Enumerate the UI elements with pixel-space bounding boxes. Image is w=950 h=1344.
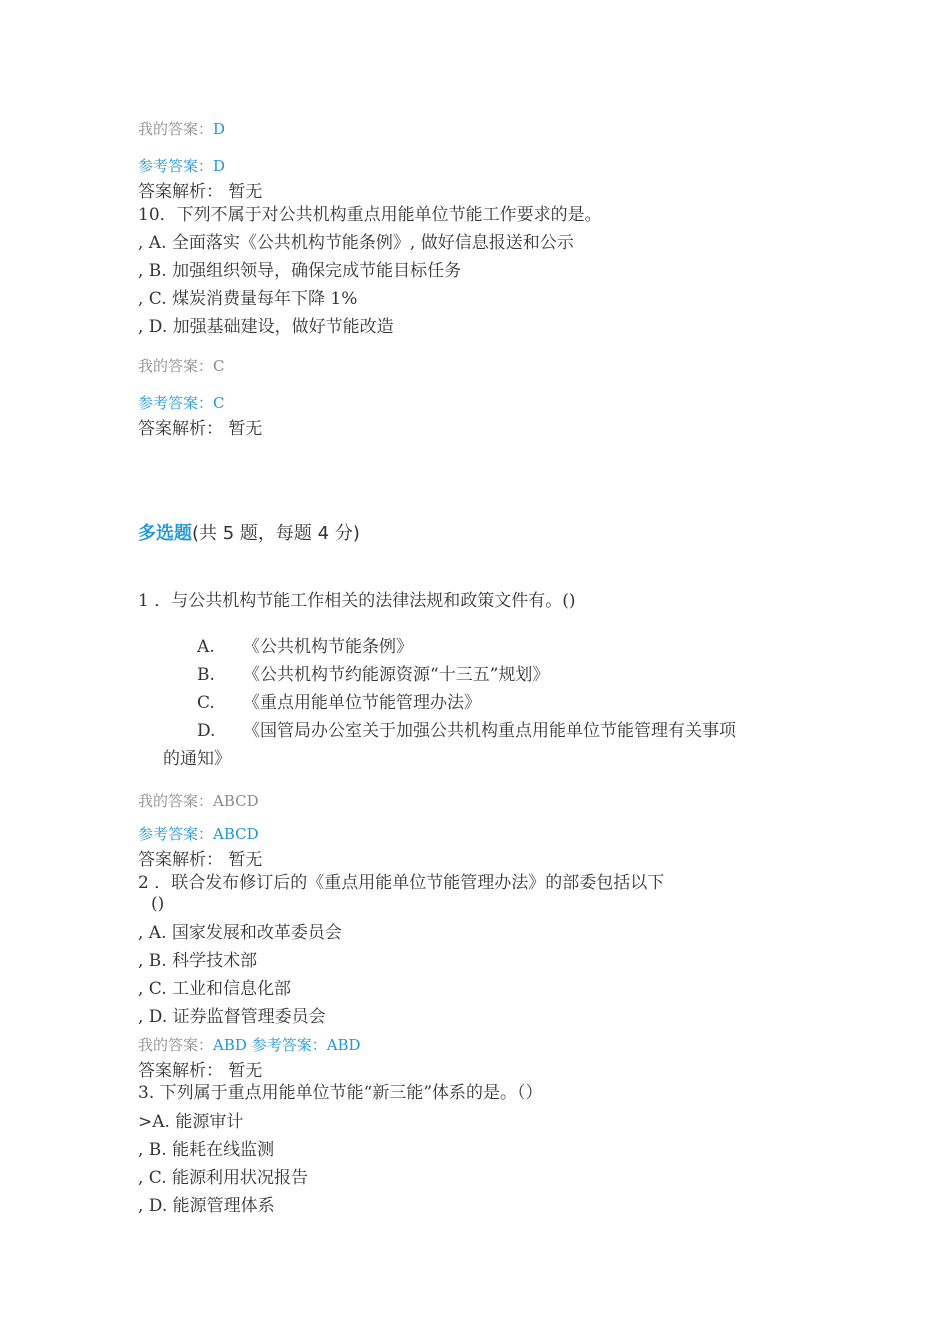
answer-analysis: 答案解析： 暂无 xyxy=(138,182,263,202)
reference-answer-label: 参考答案： xyxy=(138,825,214,843)
section-title: 多选题 xyxy=(138,523,192,544)
option-text: 《国管局办公室关于加强公共机构重点用能单位节能管理有关事项 xyxy=(243,721,736,741)
option-a: , A. 国家发展和改革委员会 xyxy=(138,923,342,943)
option-b: , B. 科学技术部 xyxy=(138,951,258,971)
option-letter: D. xyxy=(197,721,216,741)
reference-answer-value: ABD xyxy=(326,1036,361,1054)
answer-row xyxy=(138,1034,361,1056)
option-d xyxy=(197,720,736,742)
option-d: , D. 证券监督管理委员会 xyxy=(138,1007,326,1027)
my-answer-value: ABCD xyxy=(213,792,259,810)
my-answer-row xyxy=(138,355,225,377)
reference-answer-row xyxy=(138,392,225,414)
option-letter: A. xyxy=(197,637,215,657)
reference-answer-row xyxy=(138,155,225,177)
answer-analysis: 答案解析： 暂无 xyxy=(138,850,263,870)
option-text: 《公共机构节能条例》 xyxy=(243,637,413,657)
question-stem: 10．下列不属于对公共机构重点用能单位节能工作要求的是。 xyxy=(138,205,602,225)
question-stem: 1 ．与公共机构节能工作相关的法律法规和政策文件有。() xyxy=(138,591,576,611)
option-c xyxy=(197,692,481,714)
my-answer-value: D xyxy=(213,120,226,138)
option-c: , C. 煤炭消费量每年下降 1% xyxy=(138,289,358,309)
reference-answer-value: ABCD xyxy=(213,825,259,843)
my-answer-value: ABD xyxy=(213,1036,247,1054)
option-a xyxy=(197,636,413,658)
option-b: , B. 能耗在线监测 xyxy=(138,1140,275,1160)
option-text: 《重点用能单位节能管理办法》 xyxy=(243,693,481,713)
my-answer-label: 我的答案： xyxy=(138,357,214,375)
my-answer-label: 我的答案： xyxy=(138,792,214,810)
option-a: , A. 全面落实《公共机构节能条例》, 做好信息报送和公示 xyxy=(138,233,574,253)
section-header xyxy=(138,523,360,545)
option-c: , C. 能源利用状况报告 xyxy=(138,1168,309,1188)
option-d: , D. 能源管理体系 xyxy=(138,1196,275,1216)
option-c: , C. 工业和信息化部 xyxy=(138,979,292,999)
my-answer-label: 我的答案： xyxy=(138,120,214,138)
my-answer-row xyxy=(138,790,259,812)
option-text: 《公共机构节约能源资源“十三五”规划》 xyxy=(243,665,550,685)
answer-analysis: 答案解析： 暂无 xyxy=(138,1061,263,1081)
answer-analysis: 答案解析： 暂无 xyxy=(138,419,263,439)
question-stem: 3. 下列属于重点用能单位节能“新三能”体系的是。（） xyxy=(138,1083,543,1103)
question-stem-continuation: () xyxy=(151,894,165,914)
option-d: , D. 加强基础建设，做好节能改造 xyxy=(138,317,394,337)
reference-answer-label: 参考答案： xyxy=(138,394,214,412)
my-answer-value: C xyxy=(213,357,225,375)
section-subtitle: (共 5 题，每题 4 分) xyxy=(192,523,360,544)
option-letter: C. xyxy=(197,693,215,713)
reference-answer-value: D xyxy=(213,157,226,175)
option-b: , B. 加强组织领导，确保完成节能目标任务 xyxy=(138,261,462,281)
option-b xyxy=(197,664,549,686)
option-a: >A. 能源审计 xyxy=(138,1112,244,1132)
option-letter: B. xyxy=(197,665,215,685)
option-d-continuation: 的通知》 xyxy=(163,749,231,769)
my-answer-row xyxy=(138,118,225,140)
question-stem: 2 ．联合发布修订后的《重点用能单位节能管理办法》的部委包括以下 xyxy=(138,873,665,893)
reference-answer-label: 参考答案： xyxy=(138,157,214,175)
reference-answer-label: 参考答案： xyxy=(251,1036,327,1054)
reference-answer-value: C xyxy=(213,394,225,412)
my-answer-label: 我的答案： xyxy=(138,1036,214,1054)
reference-answer-row xyxy=(138,823,259,845)
